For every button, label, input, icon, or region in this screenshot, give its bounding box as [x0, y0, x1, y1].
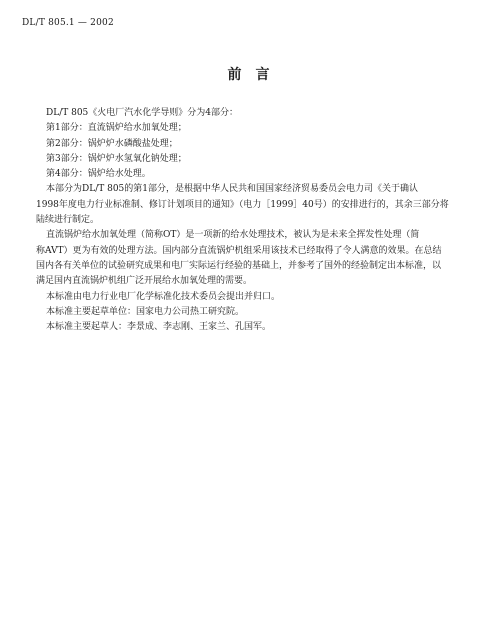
paragraph1-line-3: 陆续进行制定。 [36, 215, 100, 226]
part-item-1: 第1部分：直流锅炉给水加氧处理； [46, 123, 187, 134]
paragraph2-line-3: 国内各有关单位的试验研究成果和电厂实际运行经验的基础上，并参考了国外的经验制定出本标准，以 [36, 260, 442, 271]
part-item-4: 第4部分：锅炉给水处理。 [46, 169, 151, 180]
paragraph1-line-2: 1998年度电力行业标准制、修订计划项目的通知》（电力［1999］40号）的安排进行的，其余三部分将 [36, 199, 449, 210]
document-code-header: DL/T 805.1 — 2002 [22, 18, 114, 28]
drafting-unit-line: 本标准主要起草单位：国家电力公司热工研究院。 [46, 306, 245, 317]
paragraph2-line-1: 直流锅炉给水加氧处理（简称OT）是一项新的给水处理技术，被认为是未来全挥发性处理（简 [46, 230, 420, 241]
drafters-line: 本标准主要起草人：李景成、李志刚、王家兰、孔国军。 [46, 322, 272, 333]
part-item-2: 第2部分：锅炉炉水磷酸盐处理； [46, 138, 178, 149]
paragraph2-line-4: 满足国内直流锅炉机组广泛开展给水加氧处理的需要。 [36, 276, 253, 287]
paragraph1-line-1: 本部分为DL/T 805的第1部分，是根据中华人民共和国国家经济贸易委员会电力司《关于确认 [46, 184, 418, 195]
foreword-body [36, 106, 461, 335]
proposer-line: 本标准由电力行业电厂化学标准化技术委员会提出并归口。 [46, 291, 281, 302]
paragraph2-line-2: 称AVT）更为有效的处理方法。国内部分直流锅炉机组采用该技术已经取得了令人满意的效果。在总结 [36, 245, 442, 256]
part-item-3: 第3部分：锅炉炉水氢氧化钠处理； [46, 153, 187, 164]
intro-line: DL/T 805《火电厂汽水化学导则》分为4部分： [46, 108, 238, 118]
page-title: 前言 [227, 67, 284, 83]
